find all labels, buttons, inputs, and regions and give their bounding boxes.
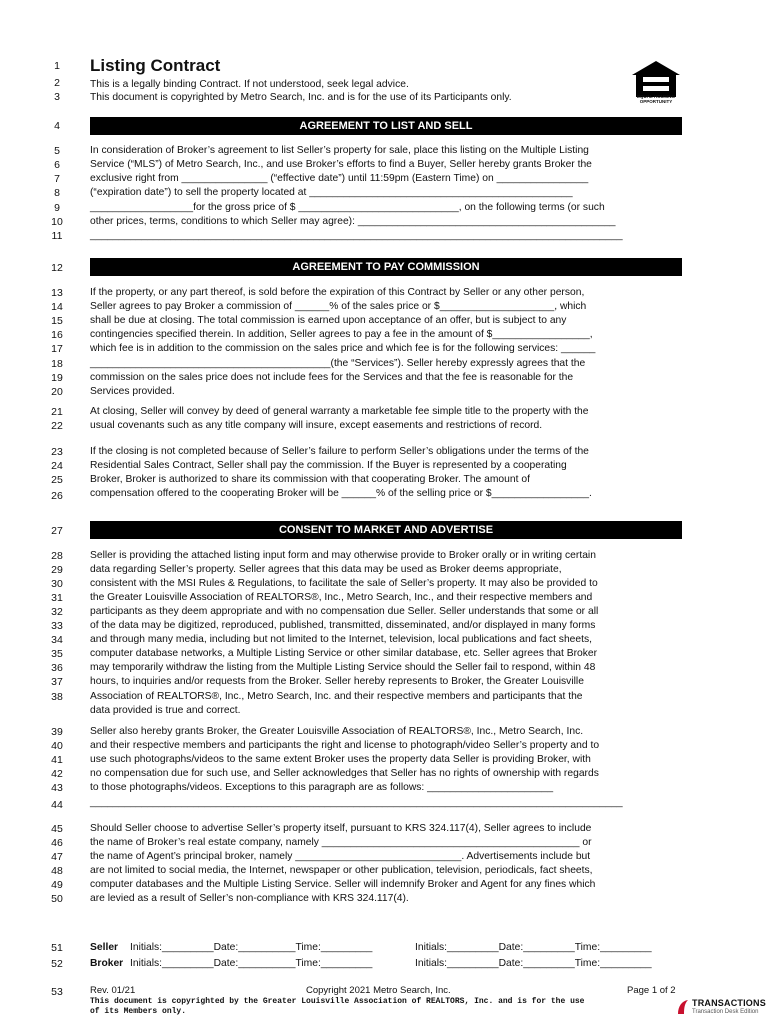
line-number: 15 xyxy=(51,315,63,327)
line-number: 11 xyxy=(51,230,63,242)
line-number: 22 xyxy=(51,420,63,432)
line-number: 28 xyxy=(51,550,63,562)
footer-notice: This document is copyrighted by the Greater Louisville Association of REALTORS, Inc. and is for the use of its Members only. xyxy=(90,997,585,1016)
line-number: 14 xyxy=(51,301,63,313)
body-line: __________________for the gross price of $ ____________________________, on the following terms (or such xyxy=(90,202,605,213)
line-number: 16 xyxy=(51,329,63,341)
line-number: 9 xyxy=(54,202,60,214)
line-number: 7 xyxy=(54,173,60,185)
body-line: shall be due at closing. The total commission is earned upon acceptance of an offer, but is subject to any xyxy=(90,315,567,326)
line-number: 46 xyxy=(51,837,63,849)
body-line: In consideration of Broker’s agreement to list Seller’s property for sale, place this listing on the Multiple Listing xyxy=(90,145,589,156)
line-number: 13 xyxy=(51,287,63,299)
body-line: data regarding Seller’s property. Seller agrees that this data may be used as Broker deems appropriate, xyxy=(90,564,562,575)
line-number: 19 xyxy=(51,372,63,384)
body-line: data provided is true and correct. xyxy=(90,705,241,716)
line-number: 53 xyxy=(51,986,63,998)
body-line: computer database networks, a Multiple Listing Service or other similar database, etc. Seller agrees that Broker xyxy=(90,648,598,659)
line-number: 45 xyxy=(51,823,63,835)
transactions-logo-text: TRANSACTIONS xyxy=(692,998,766,1008)
line-number: 20 xyxy=(51,386,63,398)
body-line: _____________________________________________________________________________________________ xyxy=(90,230,623,241)
line-number: 34 xyxy=(51,634,63,646)
body-line: (“expiration date”) to sell the property located at ______________________________________________ xyxy=(90,187,573,198)
line-number: 52 xyxy=(51,958,63,970)
line-number: 33 xyxy=(51,620,63,632)
body-line: are levied as a result of Seller’s non-compliance with KRS 324.117(4). xyxy=(90,893,409,904)
body-line: commission on the sales price does not include fees for the Services and that the fee is reasonable for the xyxy=(90,372,574,383)
body-line: the Greater Louisville Association of REALTORS®, Inc., Metro Search, Inc., and their respective members and xyxy=(90,592,593,603)
line-number: 25 xyxy=(51,474,63,486)
line-number: 35 xyxy=(51,648,63,660)
line-number: 44 xyxy=(51,799,63,811)
line-number: 4 xyxy=(54,120,60,132)
line-number: 39 xyxy=(51,726,63,738)
legal-advice-note: This is a legally binding Contract. If not understood, seek legal advice. xyxy=(90,79,409,90)
body-line: participants as they deem appropriate and with no compensation due Seller. Seller understands that some or all xyxy=(90,606,599,617)
broker-label: Broker xyxy=(90,958,124,969)
line-number: 51 xyxy=(51,942,63,954)
line-number: 2 xyxy=(54,77,60,89)
line-number: 42 xyxy=(51,768,63,780)
body-line: of the data may be digitized, reproduced, published, transmitted, disseminated, and/or displayed in many forms xyxy=(90,620,596,631)
body-line: _____________________________________________________________________________________________ xyxy=(90,797,623,808)
revision-label: Rev. 01/21 xyxy=(90,985,136,996)
line-number: 18 xyxy=(51,358,63,370)
body-line: At closing, Seller will convey by deed of general warranty a marketable fee simple title to the property with the xyxy=(90,406,589,417)
line-number: 26 xyxy=(51,490,63,502)
body-line: Services provided. xyxy=(90,386,175,397)
body-line: usual covenants such as any title company will insure, except easements and restrictions of record. xyxy=(90,420,543,431)
body-line: compensation offered to the cooperating Broker will be ______% of the selling price or $_________________. xyxy=(90,488,592,499)
body-line: consistent with the MSI Rules & Regulations, to facilitate the sale of Seller’s property. It may also be provided to xyxy=(90,578,598,589)
copyright-note: This document is copyrighted by Metro Search, Inc. and is for the use of its Participants only. xyxy=(90,92,512,103)
line-number: 29 xyxy=(51,564,63,576)
body-line: to those photographs/videos. Exceptions to this paragraph are as follows: ______________________ xyxy=(90,782,554,793)
body-line: Seller also hereby grants Broker, the Greater Louisville Association of REALTORS®, Inc., Metro Search, Inc. xyxy=(90,726,584,737)
line-number: 32 xyxy=(51,606,63,618)
body-line: Broker, Broker is authorized to share its commission with that cooperating Broker. The amount of xyxy=(90,474,530,485)
body-line: are not limited to social media, the Internet, newspaper or other publication, television, periodicals, fact sheets, xyxy=(90,865,593,876)
body-line: contingencies specified therein. In addition, Seller agrees to pay a fee in the amount of $_________________, xyxy=(90,329,593,340)
line-number: 43 xyxy=(51,782,63,794)
line-number: 27 xyxy=(51,525,63,537)
line-number: 5 xyxy=(54,145,60,157)
seller-label: Seller xyxy=(90,942,119,953)
body-line: hours, to inquiries and/or requests from the Broker. Seller hereby represents to Broker, the Greater Louisville xyxy=(90,676,584,687)
page-title: Listing Contract xyxy=(90,56,221,75)
line-number: 40 xyxy=(51,740,63,752)
line-number: 24 xyxy=(51,460,63,472)
section-header-pay-commission: AGREEMENT TO PAY COMMISSION xyxy=(90,258,682,276)
section-header-list-and-sell: AGREEMENT TO LIST AND SELL xyxy=(90,117,682,135)
line-number: 30 xyxy=(51,578,63,590)
broker-initials-field-2[interactable]: Initials:_________Date:_________Time:_________ xyxy=(415,958,652,969)
equal-housing-label: EQUAL HOUSING OPPORTUNITY xyxy=(637,94,675,104)
broker-initials-field[interactable]: Initials:_________Date:__________Time:_________ xyxy=(130,958,373,969)
body-line: If the closing is not completed because of Seller’s failure to perform Seller’s obligations under the terms of the xyxy=(90,446,589,457)
body-line: and through many media, including but not limited to the Internet, television, local publications and fact sheets, xyxy=(90,634,592,645)
page-number: Page 1 of 2 xyxy=(627,985,676,996)
body-line: __________________________________________(the “Services”). Seller hereby expressly agrees that the xyxy=(90,358,586,369)
body-line: and their respective members and participants the right and license to photograph/video Seller’s property and to xyxy=(90,740,600,751)
section-header-market-advertise: CONSENT TO MARKET AND ADVERTISE xyxy=(90,521,682,539)
body-line: Association of REALTORS®, Inc., Metro Search, Inc. and their respective members and participants that the xyxy=(90,691,583,702)
body-line: the name of Agent’s principal broker, namely _____________________________. Advertisements include but xyxy=(90,851,591,862)
body-line: the name of Broker’s real estate company, namely _____________________________________________ or xyxy=(90,837,592,848)
line-number: 36 xyxy=(51,662,63,674)
line-number: 21 xyxy=(51,406,63,418)
line-number: 37 xyxy=(51,676,63,688)
seller-initials-field-2[interactable]: Initials:_________Date:_________Time:_________ xyxy=(415,942,652,953)
transactions-logo-subtitle: Transaction Desk Edition xyxy=(692,1009,759,1015)
line-number: 17 xyxy=(51,343,63,355)
line-number: 1 xyxy=(54,60,60,72)
seller-initials-field[interactable]: Initials:_________Date:__________Time:_________ xyxy=(130,942,373,953)
line-number: 50 xyxy=(51,893,63,905)
transactions-logo-icon xyxy=(676,998,690,1016)
line-number: 47 xyxy=(51,851,63,863)
body-line: Should Seller choose to advertise Seller’s property itself, pursuant to KRS 324.117(4), Seller agrees to include xyxy=(90,823,592,834)
line-number: 31 xyxy=(51,592,63,604)
line-number: 8 xyxy=(54,187,60,199)
body-line: other prices, terms, conditions to which Seller may agree): _____________________________________________ xyxy=(90,216,616,227)
body-line: may temporarily withdraw the listing from the Multiple Listing Service should the Seller fail to respond, within 48 xyxy=(90,662,596,673)
body-line: no compensation due for such use, and Seller acknowledges that Seller has no rights of ownership with regards xyxy=(90,768,599,779)
line-number: 41 xyxy=(51,754,63,766)
body-line: Service (“MLS”) of Metro Search, Inc., and use Broker’s efforts to find a Buyer, Seller hereby grants Broker the xyxy=(90,159,592,170)
body-line: Seller is providing the attached listing input form and may otherwise provide to Broker orally or in writing certain xyxy=(90,550,596,561)
footer-copyright: Copyright 2021 Metro Search, Inc. xyxy=(306,985,451,996)
body-line: Seller agrees to pay Broker a commission of ______% of the sales price or $____________________, which xyxy=(90,301,587,312)
line-number: 3 xyxy=(54,91,60,103)
body-line: If the property, or any part thereof, is sold before the expiration of this Contract by Seller or any other person, xyxy=(90,287,585,298)
body-line: use such photographs/videos to the same extent Broker uses the property data Seller is providing Broker, with xyxy=(90,754,591,765)
line-number: 23 xyxy=(51,446,63,458)
body-line: which fee is in addition to the commission on the sales price and which fee is for the following services: ______ xyxy=(90,343,596,354)
body-line: computer databases and the Multiple Listing Service. Seller will indemnify Broker and Agent for any fines which xyxy=(90,879,596,890)
body-line: exclusive right from _______________ (“effective date”) until 11:59pm (Eastern Time) on ________________ xyxy=(90,173,589,184)
body-line: Residential Sales Contract, Seller shall pay the commission. If the Buyer is represented by a cooperating xyxy=(90,460,567,471)
line-number: 12 xyxy=(51,262,63,274)
line-number: 48 xyxy=(51,865,63,877)
line-number: 6 xyxy=(54,159,60,171)
line-number: 49 xyxy=(51,879,63,891)
line-number: 10 xyxy=(51,216,63,228)
line-number: 38 xyxy=(51,691,63,703)
